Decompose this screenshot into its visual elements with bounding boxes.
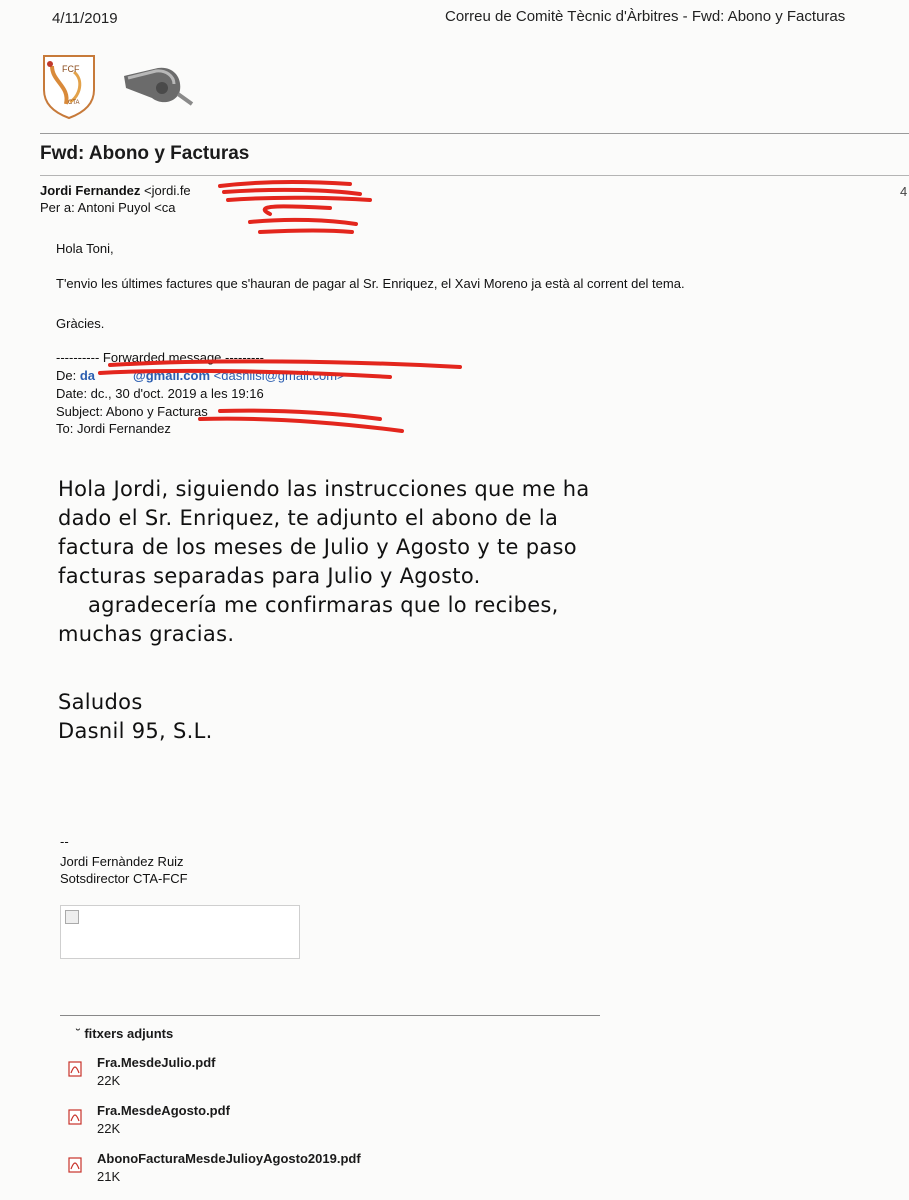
to-name: Antoni Puyol xyxy=(77,200,151,215)
from-email: <jordi.fe xyxy=(144,183,191,198)
broken-image-icon xyxy=(65,910,79,924)
fcf-logo xyxy=(40,52,98,120)
header-rule xyxy=(40,133,909,134)
redaction-mark xyxy=(210,178,380,238)
to-email: <ca xyxy=(154,200,176,215)
forwarded-separator: ---------- Forwarded message --------- xyxy=(56,350,264,365)
redaction-mark xyxy=(90,355,470,437)
whistle-icon xyxy=(118,58,198,110)
forwarded-subject: Subject: Abono y Facturas xyxy=(56,404,208,419)
to-label: Per a: xyxy=(40,200,75,215)
forwarded-body-line: facturas separadas para Julio y Agosto. xyxy=(58,564,481,588)
de-email-link[interactable]: <dasnilsl@gmail.com> xyxy=(213,368,345,383)
attachment-size: 21K xyxy=(97,1169,121,1184)
forwarded-body-line: factura de los meses de Julio y Agosto y te paso xyxy=(58,535,577,559)
pdf-icon xyxy=(68,1061,82,1077)
pdf-icon xyxy=(68,1157,82,1173)
pdf-icon xyxy=(68,1109,82,1125)
signature-dashes: -- xyxy=(60,834,69,849)
forwarded-body-line: Hola Jordi, siguiendo las instrucciones que me ha xyxy=(58,477,590,501)
body-line: T'envio les últimes factures que s'hauran de pagar al Sr. Enriquez, el Xavi Moreno ja està al corrent del tema. xyxy=(56,276,685,291)
forwarded-body-line: muchas gracias. xyxy=(58,622,235,646)
signature-name: Jordi Fernàndez Ruiz xyxy=(60,854,184,869)
subject-rule xyxy=(40,175,909,176)
attachments-rule xyxy=(60,1015,600,1016)
broken-image-placeholder xyxy=(60,905,300,959)
print-title: Correu de Comitè Tècnic d'Àrbitres - Fwd: Abono y Facturas xyxy=(445,8,846,25)
attachment-link[interactable]: AbonoFacturaMesdeJulioyAgosto2019.pdf xyxy=(97,1151,361,1166)
forwarded-body-line: agradecería me confirmaras que lo recibes, xyxy=(88,593,559,617)
forwarded-to: To: Jordi Fernandez xyxy=(56,421,171,436)
greeting: Hola Toni, xyxy=(56,241,114,256)
attachments-title: ˘ fitxers adjunts xyxy=(76,1026,174,1041)
attachment-size: 22K xyxy=(97,1073,121,1088)
thanks: Gràcies. xyxy=(56,316,105,331)
attachment-link[interactable]: Fra.MesdeJulio.pdf xyxy=(97,1055,216,1070)
to-line xyxy=(40,200,176,215)
de-value-tail: @gmail.com xyxy=(133,368,211,383)
closing: Saludos xyxy=(58,690,143,714)
print-date: 4/11/2019 xyxy=(52,10,118,27)
edge-count: 4 xyxy=(900,184,908,199)
de-value: da xyxy=(79,368,96,383)
signature-role: Sotsdirector CTA-FCF xyxy=(60,871,188,886)
email-subject: Fwd: Abono y Facturas xyxy=(40,143,250,164)
forwarded-body-line: dado el Sr. Enriquez, te adjunto el abono de la xyxy=(58,506,559,530)
attachment-link[interactable]: Fra.MesdeAgosto.pdf xyxy=(97,1103,230,1118)
logo-text: FCF xyxy=(62,64,80,74)
company-name: Dasnil 95, S.L. xyxy=(58,719,213,743)
from-name: Jordi Fernandez xyxy=(40,183,141,198)
attachments-title-text: fitxers adjunts xyxy=(84,1026,174,1041)
de-label: De: xyxy=(56,368,77,383)
logo-subtext: CTA xyxy=(68,100,80,106)
forwarded-date: Date: dc., 30 d'oct. 2019 a les 19:16 xyxy=(56,386,264,401)
from-line xyxy=(40,183,191,198)
attachment-size: 22K xyxy=(97,1121,121,1136)
